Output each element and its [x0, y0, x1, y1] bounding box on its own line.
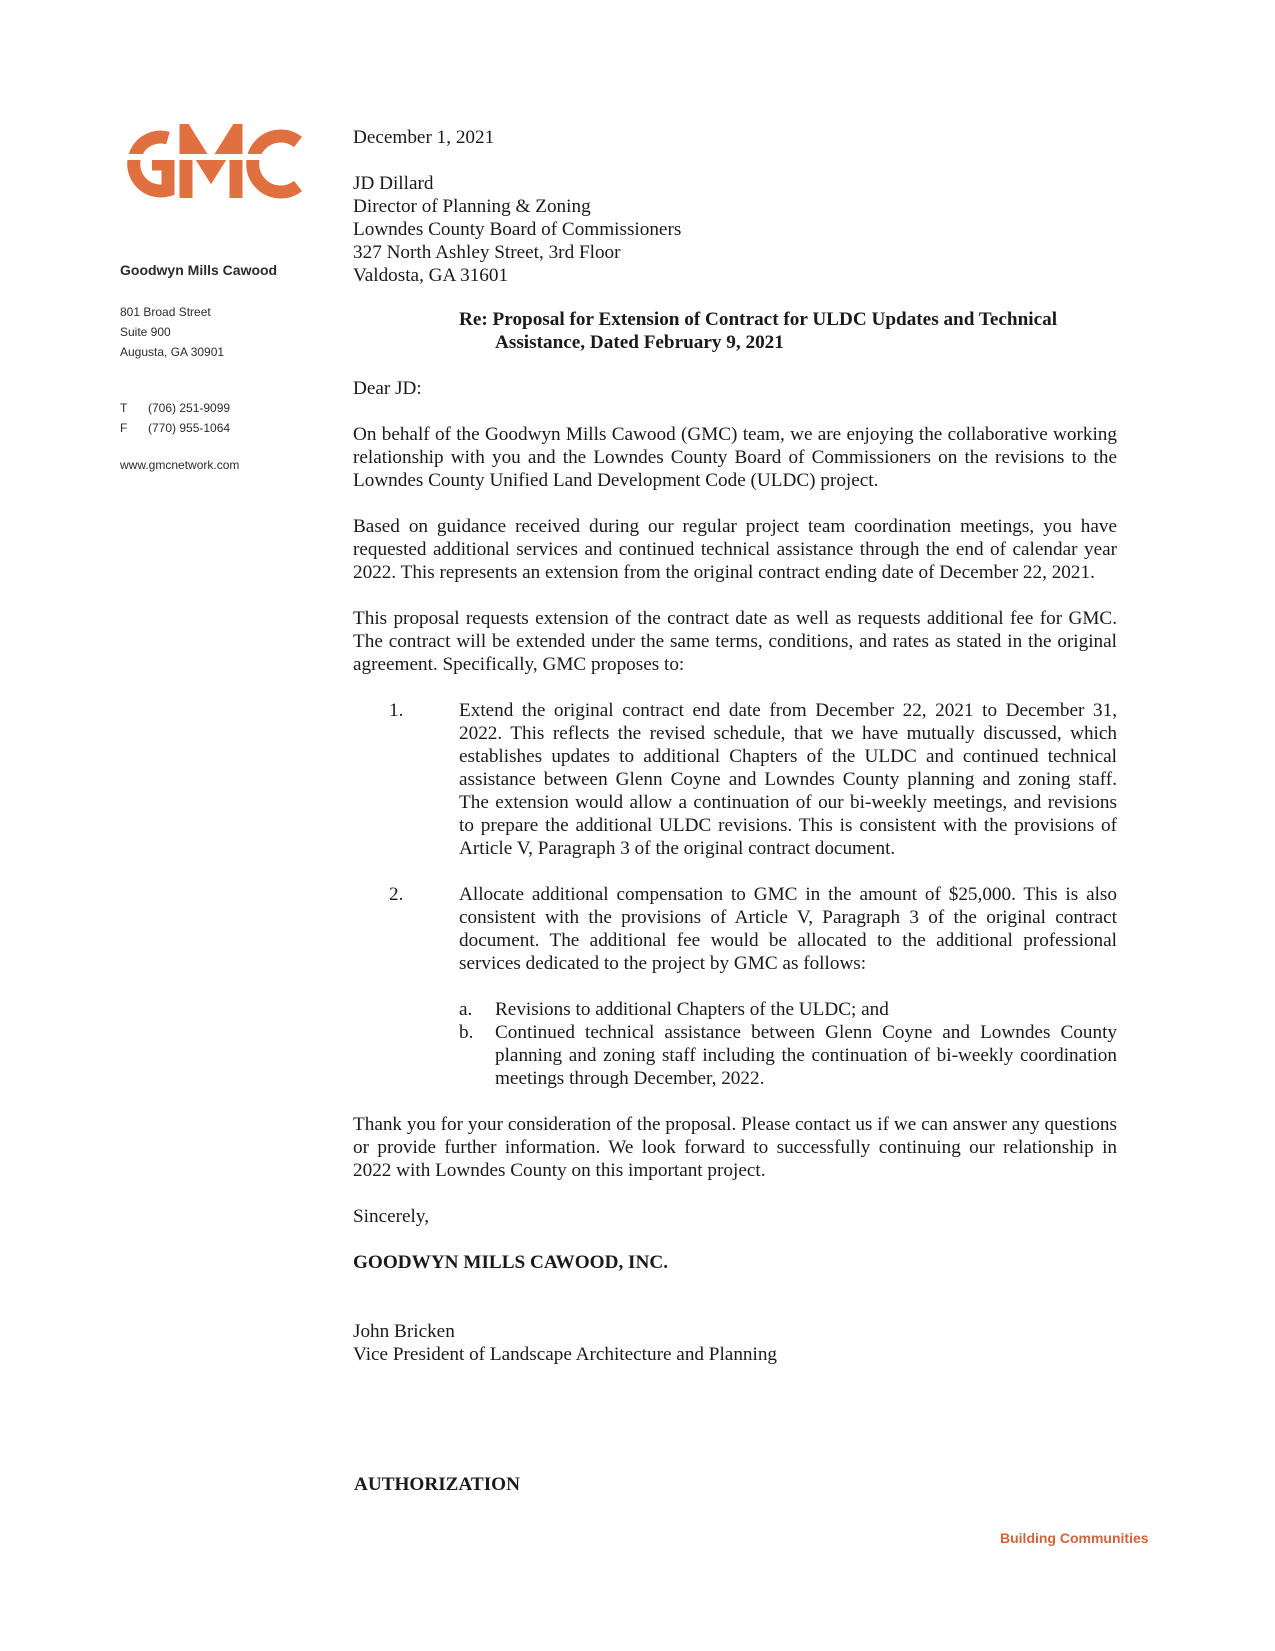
letterhead-sidebar: [120, 262, 320, 472]
recipient-line: Director of Planning & Zoning: [353, 196, 591, 217]
body-paragraph: This proposal requests extension of the contract date as well as requests additional fee for GMC. The contract will be extended under the same terms, conditions, and rates as stated in the original agreement. Specifically, GMC proposes to:: [353, 608, 1117, 675]
list-text: Allocate additional compensation to GMC in the amount of $25,000. This is also consistent with the provisions of Article V, Paragraph 3 of the original contract document. The additional fee would be allocated to the additional professional services dedicated to the project by GMC as follows:: [459, 884, 1117, 974]
recipient-line: JD Dillard: [353, 173, 434, 194]
letter-date: December 1, 2021: [353, 127, 495, 148]
signer-title: Vice President of Landscape Architecture and Planning: [353, 1344, 778, 1365]
recipient-line: Valdosta, GA 31601: [353, 265, 509, 286]
sub-list-text: Continued technical assistance between Glenn Coyne and Lowndes County planning and zoning staff including the continuation of bi-weekly coordination meetings through December, 2022.: [495, 1022, 1117, 1089]
phone-label: T: [120, 401, 128, 415]
website-link[interactable]: www.gmcnetwork.com: [120, 458, 240, 472]
address-line: Suite 900: [120, 325, 171, 339]
sub-list-letter: a.: [459, 999, 473, 1020]
firm-name: GOODWYN MILLS CAWOOD, INC.: [353, 1252, 669, 1273]
address-line: 801 Broad Street: [120, 305, 211, 319]
subject-line-1: Re: Proposal for Extension of Contract for ULDC Updates and Technical: [459, 309, 1058, 330]
phone-number: (706) 251-9099: [148, 401, 231, 415]
salutation: Dear JD:: [353, 378, 422, 399]
sub-list-letter: b.: [459, 1022, 474, 1043]
list-item: [353, 699, 1117, 860]
proposal-list: [353, 699, 1117, 1090]
closing-paragraph: Thank you for your consideration of the proposal. Please contact us if we can answer any questions or provide further information. We look forward to successfully continuing our relationship in 2022 with Lowndes County on this important project.: [353, 1114, 1117, 1181]
address-line: Augusta, GA 30901: [120, 345, 225, 359]
gmc-logo-icon: [116, 124, 306, 204]
signer-name: John Bricken: [353, 1321, 455, 1342]
fax-label: F: [120, 421, 128, 435]
recipient-line: Lowndes County Board of Commissioners: [353, 219, 682, 240]
company-name: Goodwyn Mills Cawood: [120, 262, 278, 278]
subject-line: [353, 308, 1117, 354]
recipient-block: [353, 172, 1117, 287]
recipient-line: 327 North Ashley Street, 3rd Floor: [353, 242, 621, 263]
subject-line-2: Assistance, Dated February 9, 2021: [495, 332, 784, 353]
sub-list-item: [459, 1021, 1117, 1090]
list-item: [353, 883, 1117, 1090]
list-number: 2.: [389, 884, 404, 905]
contact-info: [120, 398, 320, 438]
company-address: [120, 302, 320, 362]
letter-body: [353, 126, 1117, 1366]
fax-row: [120, 418, 320, 438]
authorization-heading: AUTHORIZATION: [354, 1474, 520, 1495]
sub-list-item: [459, 998, 1117, 1021]
closing: Sincerely,: [353, 1206, 430, 1227]
sub-list: [459, 998, 1117, 1090]
body-paragraph: Based on guidance received during our regular project team coordination meetings, you have requested additional services and continued technical assistance through the end of calendar year 2022. This represents an extension from the original contract ending date of December 22, 2021.: [353, 516, 1117, 583]
body-paragraph: On behalf of the Goodwyn Mills Cawood (GMC) team, we are enjoying the collaborative working relationship with you and the Lowndes County Board of Commissioners on the revisions to the Lowndes County Unified Land Development Code (ULDC) project.: [353, 424, 1117, 491]
fax-number: (770) 955-1064: [148, 421, 231, 435]
list-number: 1.: [389, 700, 404, 721]
list-text: Extend the original contract end date from December 22, 2021 to December 31, 2022. This reflects the revised schedule, that we have mutually discussed, which establishes updates to additional Chapters of the ULDC and continued technical assistance between Glenn Coyne and Lowndes County planning and zoning staff. The extension would allow a continuation of our bi-weekly meetings, and revisions to prepare the additional ULDC revisions. This is consistent with the provisions of Article V, Paragraph 3 of the original contract document.: [459, 700, 1117, 859]
footer-tagline: Building Communities: [1000, 1530, 1149, 1546]
phone-row: [120, 398, 320, 418]
sub-list-text: Revisions to additional Chapters of the ULDC; and: [495, 999, 889, 1020]
list-item-content: [459, 883, 1117, 1090]
